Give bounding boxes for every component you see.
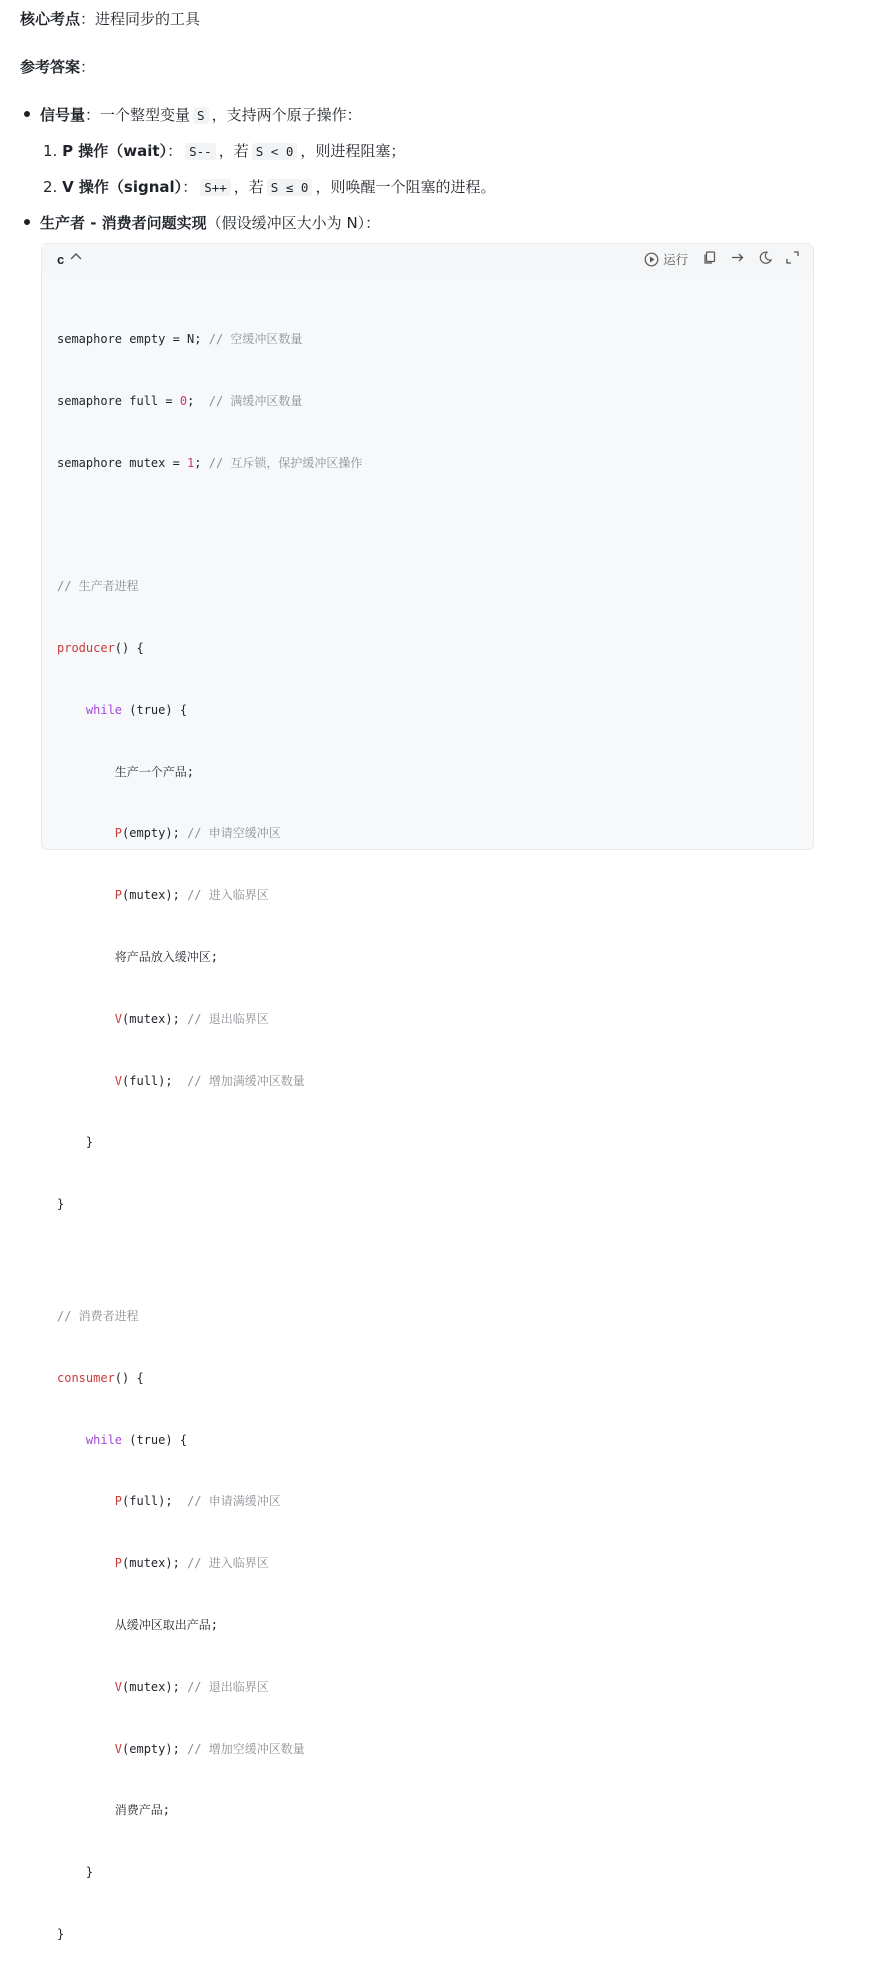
code-comment: // 消费者进程 [57, 1309, 139, 1324]
code-text: semaphore full = [57, 393, 180, 408]
list-number: 2. [43, 178, 58, 196]
code-function: V [114, 1011, 123, 1026]
code-line [57, 1071, 362, 1092]
code-indent [57, 703, 86, 717]
code-comment: // 退出临界区 [187, 1011, 269, 1026]
reference-answer-line [20, 56, 95, 77]
code-text: ; [194, 455, 209, 470]
key-point-sep: ： [80, 10, 96, 28]
code-indent [57, 1433, 86, 1447]
code-line [57, 823, 362, 844]
code-text: (mutex); [122, 1011, 188, 1026]
code-function: V [114, 1073, 123, 1088]
code-line [57, 1430, 362, 1451]
p-operation-sep: ： [167, 142, 183, 160]
code-text: } [57, 1197, 65, 1212]
list-item-v-operation [43, 176, 495, 197]
code-comment: // 满缓冲区数量 [208, 393, 303, 408]
code-text: 生产一个产品; [114, 764, 195, 779]
code-function: V [114, 1679, 123, 1694]
code-indent [57, 950, 115, 964]
code-function: P [114, 888, 123, 903]
code-indent [57, 888, 115, 902]
code-comment: // 退出临界区 [187, 1679, 269, 1694]
bullet-dot [24, 111, 30, 117]
code-function: P [114, 826, 123, 841]
code-split-gap [57, 1256, 362, 1265]
code-content [57, 288, 362, 1986]
code-text: () { [114, 1370, 144, 1385]
code-comment: // 申请空缓冲区 [187, 826, 281, 841]
code-text: (empty); [122, 826, 188, 841]
reference-answer-sep: ： [80, 58, 96, 76]
semaphore-text: 一个整型变量 [100, 106, 191, 124]
p-operation-label: P 操作（wait） [62, 142, 168, 160]
semaphore-bullet [40, 104, 362, 125]
code-comment: // 增加满缓冲区数量 [187, 1073, 305, 1088]
code-text: 从缓冲区取出产品; [114, 1618, 219, 1632]
code-text: 消费产品; [114, 1803, 171, 1818]
semaphore-text-2: ，支持两个原子操作： [211, 106, 362, 124]
v-operation-label: V 操作（signal） [62, 178, 183, 196]
code-line [57, 947, 362, 968]
code-block-header [42, 244, 813, 274]
code-indent [57, 1012, 115, 1026]
code-indent [57, 765, 115, 779]
code-line [57, 1553, 362, 1574]
inline-code: S ≤ 0 [267, 179, 313, 196]
code-line [57, 1368, 362, 1389]
code-indent [57, 1865, 86, 1879]
producer-consumer-label: 生产者 - 消费者问题实现 [40, 214, 207, 232]
code-keyword: while [85, 702, 123, 717]
code-line [57, 1491, 362, 1512]
code-indent [57, 1135, 86, 1149]
reference-answer-label: 参考答案 [20, 58, 81, 76]
code-number: 0 [179, 393, 188, 408]
key-point-text: 进程同步的工具 [95, 10, 201, 28]
code-text: (true) { [122, 702, 188, 717]
code-indent [57, 1556, 115, 1570]
list-item-p-operation [43, 140, 405, 161]
code-text: (mutex); [122, 1556, 188, 1571]
code-text: } [57, 1926, 65, 1941]
code-line [57, 1615, 362, 1636]
code-line [57, 329, 362, 350]
code-text: (full); [122, 1073, 188, 1088]
code-comment: // 增加空缓冲区数量 [187, 1741, 305, 1756]
bullet-dot [24, 219, 30, 225]
code-keyword: while [85, 1432, 123, 1447]
code-line [57, 1677, 362, 1698]
code-indent [57, 1494, 115, 1508]
p-operation-text-2: ，则进程阻塞； [300, 142, 406, 160]
code-line [57, 762, 362, 783]
semaphore-sep: ： [85, 106, 101, 124]
code-text: semaphore empty = N; [57, 332, 209, 347]
code-text: (empty); [122, 1741, 188, 1756]
code-text: } [85, 1865, 94, 1880]
code-comment: // 进入临界区 [187, 888, 269, 903]
code-line [57, 1924, 362, 1945]
code-line [57, 885, 362, 906]
run-button[interactable] [644, 250, 688, 268]
expand-icon[interactable] [785, 250, 800, 269]
key-point-label: 核心考点 [20, 10, 81, 28]
code-text: ; [187, 393, 209, 408]
code-comment: // 生产者进程 [57, 579, 139, 594]
code-text: (true) { [122, 1432, 188, 1447]
code-comment: // 申请满缓冲区 [187, 1494, 281, 1509]
code-number: 1 [187, 455, 195, 470]
key-point-line [20, 8, 200, 29]
producer-consumer-bullet [40, 212, 380, 233]
code-indent [57, 1803, 115, 1817]
code-indent [57, 1618, 115, 1632]
semaphore-label: 信号量 [40, 106, 86, 124]
code-text: } [85, 1135, 94, 1150]
chevron-up-icon[interactable] [69, 250, 83, 268]
code-line-blank [57, 515, 362, 536]
v-operation-text: ，若 [233, 178, 264, 196]
code-comment: // 空缓冲区数量 [208, 332, 303, 347]
code-line [57, 576, 362, 597]
code-indent [57, 826, 115, 840]
list-number: 1. [43, 142, 58, 160]
producer-consumer-text: （假设缓冲区大小为 N）： [206, 214, 381, 232]
code-indent [57, 1074, 115, 1088]
code-line [57, 1800, 362, 1821]
play-icon [644, 252, 659, 267]
code-comment: // 互斥锁，保护缓冲区操作 [208, 455, 363, 470]
code-text: (mutex); [122, 1679, 188, 1694]
inline-code-s: S [193, 107, 209, 124]
wrap-icon[interactable] [730, 250, 746, 269]
code-language: c [57, 252, 65, 267]
code-line [57, 1009, 362, 1030]
v-operation-text-2: ，则唤醒一个阻塞的进程。 [315, 178, 496, 196]
theme-icon[interactable] [758, 250, 773, 269]
code-text: 将产品放入缓冲区; [114, 950, 219, 964]
code-function: consumer [57, 1370, 115, 1385]
code-line [57, 1194, 362, 1215]
code-line [57, 453, 362, 474]
inline-code: S++ [200, 179, 231, 196]
v-operation-sep: ： [182, 178, 198, 196]
code-function: V [114, 1741, 123, 1756]
code-line [57, 1306, 362, 1327]
code-function: producer [57, 641, 115, 656]
code-function: P [114, 1494, 123, 1509]
code-line [57, 638, 362, 659]
code-block [41, 243, 814, 1941]
code-indent [57, 1742, 115, 1756]
code-line [57, 1862, 362, 1883]
code-text: (full); [122, 1494, 188, 1509]
run-label: 运行 [663, 253, 689, 267]
p-operation-text: ，若 [218, 142, 249, 160]
inline-code: S < 0 [252, 143, 298, 160]
code-comment: // 进入临界区 [187, 1556, 269, 1571]
code-line [57, 391, 362, 412]
code-line [57, 1739, 362, 1760]
code-line [57, 700, 362, 721]
code-text: (mutex); [122, 888, 188, 903]
code-function: P [114, 1556, 123, 1571]
code-text: semaphore mutex = [57, 455, 188, 470]
inline-code: S-- [185, 143, 216, 160]
code-indent [57, 1680, 115, 1694]
code-line [57, 1132, 362, 1153]
code-text: () { [114, 641, 144, 656]
copy-icon[interactable] [702, 250, 717, 269]
